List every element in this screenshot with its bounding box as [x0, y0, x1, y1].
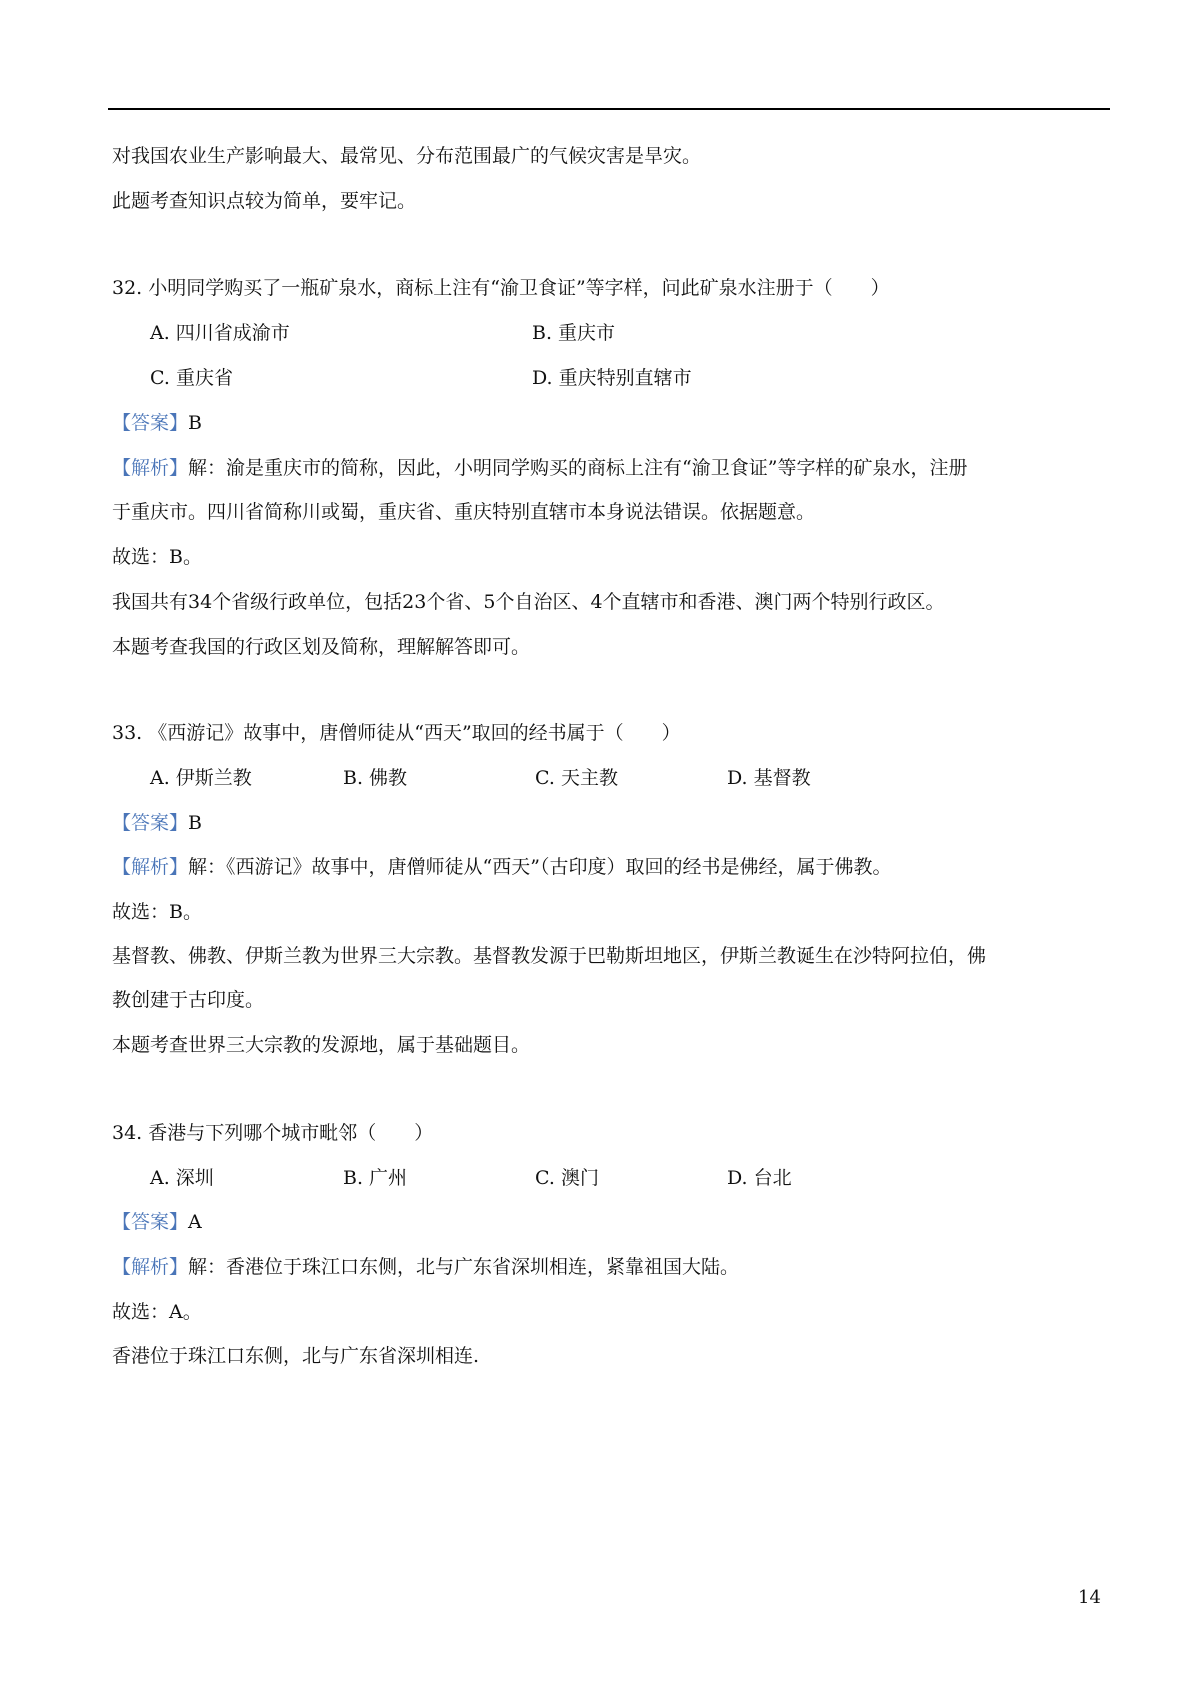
analysis-text: 解：香港位于珠江口东侧，北与广东省深圳相连，紧靠祖国大陆。 [188, 1256, 740, 1278]
question-33-choice: 故选：B。 [112, 901, 202, 923]
analysis-text: 解：《西游记》故事中，唐僧师徒从“西天”（古印度）取回的经书是佛经，属于佛教。 [188, 856, 892, 878]
question-33-note-3: 本题考查世界三大宗教的发源地，属于基础题目。 [112, 1034, 531, 1056]
question-32-analysis-line-1 [112, 454, 967, 482]
page-number: 14 [1078, 1587, 1101, 1608]
question-33-note-1: 基督教、佛教、伊斯兰教为世界三大宗教。基督教发源于巴勒斯坦地区，伊斯兰教诞生在沙特阿拉伯，佛 [112, 945, 987, 967]
intro-line-1: 对我国农业生产影响最大、最常见、分布范围最广的气候灾害是旱灾。 [112, 145, 702, 167]
question-34-option-d: D. 台北 [727, 1167, 792, 1189]
answer-value: B [188, 412, 202, 434]
question-32-answer [112, 409, 202, 437]
header-rule [108, 108, 1110, 110]
question-33-stem: 33. 《西游记》故事中，唐僧师徒从“西天”取回的经书属于（ ） [112, 722, 681, 744]
question-34-option-b: B. 广州 [343, 1167, 408, 1189]
question-32-analysis-line-2: 于重庆市。四川省简称川或蜀，重庆省、重庆特别直辖市本身说法错误。依据题意。 [112, 501, 816, 523]
analysis-tag: 【解析】 [112, 1256, 189, 1278]
question-32-note-1: 我国共有34个省级行政单位，包括23个省、5个自治区、4个直辖市和香港、澳门两个特别行政区。 [112, 591, 945, 613]
analysis-text: 解：渝是重庆市的简称，因此，小明同学购买的商标上注有“渝卫食证”等字样的矿泉水，注册 [188, 457, 968, 479]
question-32-option-c: C. 重庆省 [150, 367, 233, 389]
question-33-note-2: 教创建于古印度。 [112, 989, 265, 1011]
question-34-option-c: C. 澳门 [535, 1167, 599, 1189]
question-33-option-c: C. 天主教 [535, 767, 618, 789]
question-34-stem: 34. 香港与下列哪个城市毗邻（ ） [112, 1122, 434, 1144]
intro-line-2: 此题考查知识点较为简单，要牢记。 [112, 190, 417, 212]
question-34-answer [112, 1208, 202, 1236]
answer-value: B [188, 812, 202, 834]
question-32-option-a: A. 四川省成渝市 [150, 322, 290, 344]
answer-value: A [188, 1211, 202, 1233]
analysis-tag: 【解析】 [112, 457, 189, 479]
question-32-choice: 故选：B。 [112, 546, 202, 568]
question-34-analysis-line-1 [112, 1253, 739, 1281]
question-34-note-1: 香港位于珠江口东侧，北与广东省深圳相连. [112, 1345, 480, 1367]
question-33-analysis-line-1 [112, 853, 891, 881]
answer-tag: 【答案】 [112, 812, 189, 834]
answer-tag: 【答案】 [112, 412, 189, 434]
question-33-option-b: B. 佛教 [343, 767, 408, 789]
question-33-answer [112, 809, 202, 837]
analysis-tag: 【解析】 [112, 856, 189, 878]
question-33-option-d: D. 基督教 [727, 767, 811, 789]
question-34-choice: 故选：A。 [112, 1301, 202, 1323]
question-32-stem: 32. 小明同学购买了一瓶矿泉水，商标上注有“渝卫食证”等字样，问此矿泉水注册于（ ） [112, 277, 890, 299]
question-33-option-a: A. 伊斯兰教 [150, 767, 252, 789]
question-32-option-d: D. 重庆特别直辖市 [532, 367, 692, 389]
question-32-option-b: B. 重庆市 [532, 322, 616, 344]
question-32-note-2: 本题考查我国的行政区划及简称，理解解答即可。 [112, 636, 531, 658]
question-34-option-a: A. 深圳 [150, 1167, 214, 1189]
answer-tag: 【答案】 [112, 1211, 189, 1233]
